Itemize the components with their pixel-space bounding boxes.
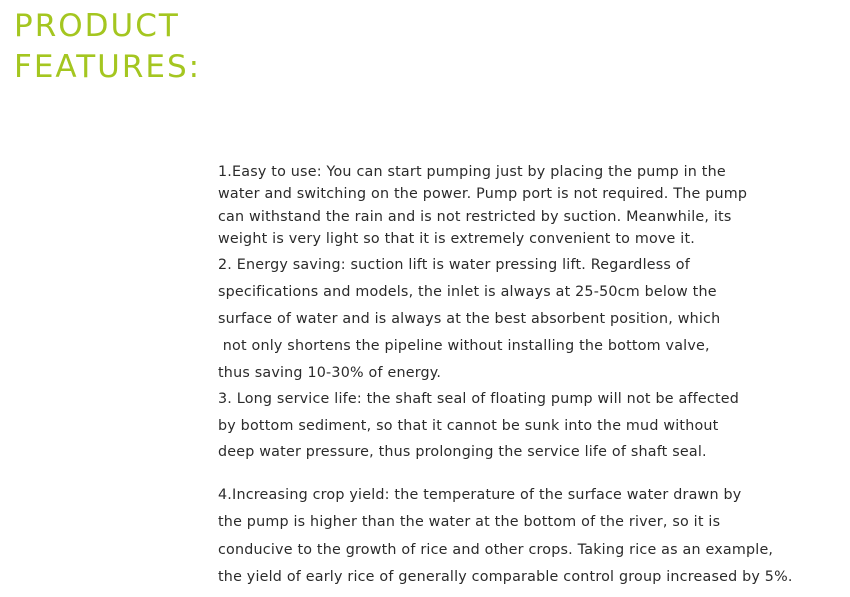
- feature-line: thus saving 10-30% of energy.: [218, 365, 442, 381]
- feature-crop-yield: [218, 482, 793, 591]
- feature-line: 1.Easy to use: You can start pumping just by placing the pump in the: [218, 164, 726, 180]
- feature-line: 4.Increasing crop yield: the temperature of the surface water drawn by: [218, 487, 742, 503]
- feature-line: by bottom sediment, so that it cannot be sunk into the mud without: [218, 417, 719, 434]
- title-line: PRODUCT: [14, 8, 180, 44]
- feature-line: the pump is higher than the water at the bottom of the river, so it is: [218, 514, 721, 531]
- feature-line: deep water pressure, thus prolonging the service life of shaft seal.: [218, 444, 707, 460]
- feature-line: specifications and models, the inlet is always at 25-50cm below the: [218, 284, 717, 300]
- feature-line: not only shortens the pipeline without installing the bottom valve,: [218, 338, 710, 354]
- page-title: [14, 6, 201, 88]
- feature-line: surface of water and is always at the best absorbent position, which: [218, 311, 721, 327]
- title-line: FEATURES:: [14, 49, 202, 85]
- feature-long-service-life: [218, 386, 739, 466]
- feature-energy-saving: [218, 252, 720, 387]
- feature-line: conducive to the growth of rice and other crops. Taking rice as an example,: [218, 541, 774, 558]
- feature-line: weight is very light so that it is extremely convenient to move it.: [218, 230, 696, 247]
- feature-line: can withstand the rain and is not restricted by suction. Meanwhile, its: [218, 208, 732, 225]
- feature-easy-to-use: [218, 161, 747, 250]
- feature-line: 3. Long service life: the shaft seal of floating pump will not be affected: [218, 391, 740, 407]
- feature-line: 2. Energy saving: suction lift is water pressing lift. Regardless of: [218, 257, 690, 273]
- feature-line: the yield of early rice of generally comparable control group increased by 5%.: [218, 568, 793, 585]
- feature-line: water and switching on the power. Pump port is not required. The pump: [218, 186, 748, 203]
